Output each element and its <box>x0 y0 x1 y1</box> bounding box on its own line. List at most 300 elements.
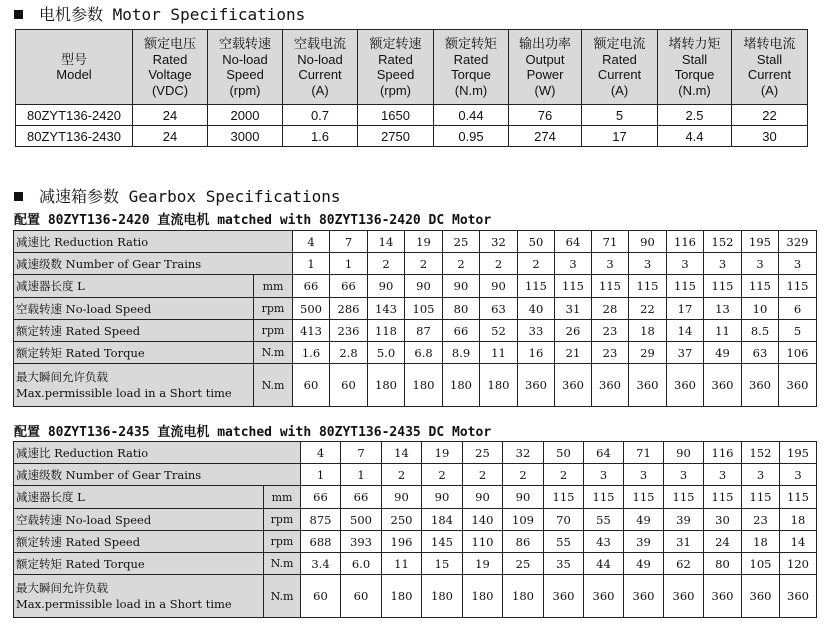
gearbox-label-text: 最大瞬间允许负载 <box>16 581 108 595</box>
gearbox-value-cell: 16 <box>518 342 555 364</box>
motor-header-row <box>16 30 808 105</box>
gearbox-value-cell: 8.9 <box>443 342 480 364</box>
gearbox-row-label <box>14 575 264 618</box>
gearbox-value-cell: 22 <box>629 298 667 320</box>
gearbox-value-cell: 180 <box>480 364 518 407</box>
gearbox-value-cell: 64 <box>584 442 624 464</box>
motor-value-cell: 24 <box>133 126 208 147</box>
gearbox-label-text: 减速器长度 L <box>16 279 85 293</box>
gearbox-value-cell: 49 <box>704 342 742 364</box>
gearbox-value-cell: 17 <box>667 298 704 320</box>
gearbox-value-cell: 62 <box>664 553 704 575</box>
motor-header-line: Rated <box>602 51 637 67</box>
gearbox-value-cell: 115 <box>624 486 664 509</box>
motor-header-cell <box>582 30 658 105</box>
gearbox-value-cell: 3 <box>592 253 629 275</box>
gearbox-value-cell: 3 <box>779 253 817 275</box>
motor-header-cell <box>283 30 358 105</box>
gearbox-value-cell: 2 <box>480 253 518 275</box>
gearbox-value-cell: 195 <box>780 442 817 464</box>
gearbox-value-cell: 115 <box>584 486 624 509</box>
gearbox-label-text: 额定转矩 Rated Torque <box>16 556 145 571</box>
gearbox-value-cell: 90 <box>664 442 704 464</box>
gearbox-value-cell: 360 <box>629 364 667 407</box>
gearbox-value-cell: 5.0 <box>368 342 405 364</box>
gearbox-value-cell: 115 <box>592 275 629 298</box>
motor-header-line: Output <box>525 51 565 67</box>
motor-header-cell <box>358 30 434 105</box>
motor-value-cell: 0.44 <box>434 105 509 126</box>
gearbox-label-text: 额定转速 Rated Speed <box>16 534 141 549</box>
motor-value-cell: 4.4 <box>658 126 732 147</box>
gearbox-row-label <box>14 275 254 298</box>
gearbox-value-cell: 152 <box>704 231 742 253</box>
gearbox-value-cell: 105 <box>742 553 780 575</box>
motor-value-cell: 3000 <box>208 126 283 147</box>
gearbox-value-cell: 1 <box>330 253 368 275</box>
gearbox-value-cell: 6 <box>779 298 817 320</box>
motor-section-title <box>14 2 305 25</box>
gearbox-value-cell: 14 <box>382 442 422 464</box>
gearbox-value-cell: 18 <box>780 509 817 531</box>
gearbox-value-cell: 11 <box>704 320 742 342</box>
gearbox-label-text: 减速级数 Number of Gear Trains <box>16 467 202 482</box>
motor-header-line: 堵转力矩 <box>668 36 721 51</box>
gearbox-value-cell: 360 <box>779 364 817 407</box>
motor-value-cell: 0.7 <box>283 105 358 126</box>
gearbox-row-label <box>14 509 264 531</box>
gearbox-value-cell: 90 <box>405 275 443 298</box>
motor-header-line: (VDC) <box>151 82 189 98</box>
square-bullet-icon <box>14 10 23 19</box>
motor-value-cell: 2.5 <box>658 105 732 126</box>
gearbox-value-cell: 360 <box>518 364 555 407</box>
gearbox-value-cell: 11 <box>382 553 422 575</box>
gearbox-value-cell: 44 <box>584 553 624 575</box>
gearbox-value-cell: 500 <box>341 509 382 531</box>
motor-header-line: (A) <box>311 82 329 98</box>
motor-header-line: No-load <box>297 51 343 67</box>
motor-value-cell: 5 <box>582 105 658 126</box>
gearbox-value-cell: 90 <box>443 275 480 298</box>
gearbox-value-cell: 50 <box>544 442 584 464</box>
gearbox-value-cell: 90 <box>382 486 422 509</box>
gearbox-value-cell: 4 <box>301 442 341 464</box>
gearbox-value-cell: 39 <box>664 509 704 531</box>
motor-header-line: 额定电流 <box>593 36 646 51</box>
gearbox-value-cell: 115 <box>742 275 779 298</box>
gearbox-value-cell: 50 <box>518 231 555 253</box>
gearbox-value-cell: 2 <box>544 464 584 486</box>
gearbox-value-cell: 2 <box>443 253 480 275</box>
gearbox-value-cell: 3 <box>742 464 780 486</box>
gearbox-row <box>14 253 817 275</box>
gearbox-value-cell: 1 <box>301 464 341 486</box>
motor-header-cell <box>509 30 582 105</box>
gearbox-value-cell: 360 <box>667 364 704 407</box>
gearbox-value-cell: 145 <box>422 531 463 553</box>
gearbox-value-cell: 49 <box>624 509 664 531</box>
motor-section-title-text: 电机参数 Motor Specifications <box>39 5 306 24</box>
motor-header-line: (N.m) <box>678 82 711 98</box>
gearbox-value-cell: 33 <box>518 320 555 342</box>
gearbox-label-text-en: Max.permissible load in a Short time <box>16 386 232 400</box>
gearbox-value-cell: 115 <box>704 486 742 509</box>
gearbox-value-cell: 3 <box>780 464 817 486</box>
motor-value-cell: 2750 <box>358 126 434 147</box>
gearbox-row-label <box>14 298 254 320</box>
gearbox-value-cell: 66 <box>443 320 480 342</box>
gearbox-value-cell: 87 <box>405 320 443 342</box>
gearbox-value-cell: 66 <box>341 486 382 509</box>
gearbox-row <box>14 320 817 342</box>
gearbox-value-cell: 152 <box>742 442 780 464</box>
gearbox-value-cell: 180 <box>443 364 480 407</box>
gearbox-value-cell: 115 <box>667 275 704 298</box>
gearbox-value-cell: 86 <box>503 531 544 553</box>
gearbox-unit-cell: mm <box>254 275 293 298</box>
motor-value-cell: 76 <box>509 105 582 126</box>
gearbox-value-cell: 118 <box>368 320 405 342</box>
motor-header-line: No-load <box>222 51 268 67</box>
motor-header-line: 空载电流 <box>293 36 346 51</box>
motor-header-line: Rated <box>378 51 413 67</box>
gearbox-value-cell: 60 <box>341 575 382 618</box>
gearbox-value-cell: 29 <box>629 342 667 364</box>
gearbox-value-cell: 21 <box>555 342 592 364</box>
gearbox-value-cell: 236 <box>330 320 368 342</box>
motor-header-line: Model <box>56 67 92 82</box>
gearbox-row <box>14 364 817 407</box>
gearbox-value-cell: 7 <box>341 442 382 464</box>
gearbox-unit-cell: N.m <box>254 342 293 364</box>
motor-header-cell <box>133 30 208 105</box>
gearbox-value-cell: 66 <box>293 275 330 298</box>
motor-model-cell: 80ZYT136-2430 <box>16 126 133 147</box>
gearbox-value-cell: 2 <box>382 464 422 486</box>
gearbox-unit-cell: rpm <box>254 320 293 342</box>
gearbox-row-label <box>14 442 301 464</box>
gearbox-value-cell: 116 <box>667 231 704 253</box>
gearbox-value-cell: 19 <box>422 442 463 464</box>
gearbox-row <box>14 342 817 364</box>
motor-header-line: Rated <box>152 51 188 67</box>
motor-header-line: Current <box>597 67 642 82</box>
motor-header-line: Speed <box>226 67 264 82</box>
gearbox-row <box>14 298 817 320</box>
gearbox-value-cell: 2 <box>422 464 463 486</box>
gearbox-value-cell: 6.0 <box>341 553 382 575</box>
gearbox-value-cell: 180 <box>368 364 405 407</box>
gearbox-value-cell: 32 <box>480 231 518 253</box>
gearbox-value-cell: 39 <box>624 531 664 553</box>
gearbox-value-cell: 688 <box>301 531 341 553</box>
gearbox-value-cell: 180 <box>463 575 503 618</box>
gearbox-value-cell: 43 <box>584 531 624 553</box>
gearbox-value-cell: 184 <box>422 509 463 531</box>
gearbox-value-cell: 1 <box>293 253 330 275</box>
gearbox-value-cell: 3 <box>629 253 667 275</box>
gearbox-value-cell: 2 <box>463 464 503 486</box>
gearbox-value-cell: 71 <box>592 231 629 253</box>
gearbox-value-cell: 35 <box>544 553 584 575</box>
gearbox-label-text-en: Max.permissible load in a Short time <box>16 597 232 611</box>
gearbox-value-cell: 31 <box>664 531 704 553</box>
gearbox-value-cell: 7 <box>330 231 368 253</box>
gearbox-value-cell: 329 <box>779 231 817 253</box>
gearbox-row <box>14 464 817 486</box>
gearbox-value-cell: 19 <box>463 553 503 575</box>
motor-header-cell <box>16 30 133 105</box>
gearbox-value-cell: 32 <box>503 442 544 464</box>
gearbox-value-cell: 25 <box>443 231 480 253</box>
gearbox-value-cell: 106 <box>779 342 817 364</box>
gearbox-row <box>14 553 817 575</box>
gearbox-value-cell: 360 <box>704 364 742 407</box>
gearbox-value-cell: 115 <box>780 486 817 509</box>
gearbox-value-cell: 4 <box>293 231 330 253</box>
gearbox-value-cell: 195 <box>742 231 779 253</box>
gearbox-value-cell: 66 <box>330 275 368 298</box>
gearbox-value-cell: 13 <box>704 298 742 320</box>
motor-header-cell <box>434 30 509 105</box>
gearbox-value-cell: 90 <box>480 275 518 298</box>
motor-value-cell: 0.95 <box>434 126 509 147</box>
gearbox-label-text: 减速比 Reduction Ratio <box>16 234 149 249</box>
motor-header-line: (rpm) <box>229 82 261 98</box>
gearbox-value-cell: 37 <box>667 342 704 364</box>
motor-header-line: 型号 <box>60 51 87 67</box>
motor-header-line: Speed <box>376 67 415 82</box>
gearbox-value-cell: 180 <box>503 575 544 618</box>
gearbox-unit-cell: N.m <box>264 575 301 618</box>
motor-header-line: 额定转矩 <box>444 36 497 51</box>
gearbox-section-title <box>14 184 341 207</box>
gearbox-value-cell: 500 <box>293 298 330 320</box>
gearbox-row-label <box>14 231 293 253</box>
gearbox-value-cell: 18 <box>742 531 780 553</box>
gearbox-row-label <box>14 253 293 275</box>
gearbox-row <box>14 486 817 509</box>
gearbox-section-title-text: 减速箱参数 Gearbox Specifications <box>39 187 341 206</box>
gearbox-value-cell: 80 <box>704 553 742 575</box>
gearbox-value-cell: 2 <box>405 253 443 275</box>
square-bullet-icon <box>14 192 23 201</box>
motor-header-line: Stall <box>756 51 783 67</box>
motor-row <box>16 105 808 126</box>
gearbox-value-cell: 105 <box>405 298 443 320</box>
gearbox-value-cell: 25 <box>503 553 544 575</box>
gearbox-value-cell: 90 <box>503 486 544 509</box>
motor-value-cell: 17 <box>582 126 658 147</box>
gearbox-label-text: 最大瞬间允许负载 <box>16 370 108 384</box>
gearbox-value-cell: 80 <box>443 298 480 320</box>
motor-header-line: 堵转电流 <box>743 36 796 51</box>
motor-header-line: 额定电压 <box>143 36 196 51</box>
gearbox-value-cell: 14 <box>667 320 704 342</box>
gearbox-row <box>14 575 817 618</box>
gearbox-value-cell: 28 <box>592 298 629 320</box>
motor-header-line: 空载转速 <box>218 36 271 51</box>
gearbox-value-cell: 286 <box>330 298 368 320</box>
gearbox-value-cell: 23 <box>592 320 629 342</box>
gearbox-value-cell: 2.8 <box>330 342 368 364</box>
gearbox-value-cell: 55 <box>584 509 624 531</box>
motor-row <box>16 126 808 147</box>
gearbox-unit-cell: N.m <box>264 553 301 575</box>
gearbox-table-1 <box>13 230 817 407</box>
gearbox-value-cell: 31 <box>555 298 592 320</box>
motor-value-cell: 1.6 <box>283 126 358 147</box>
motor-header-line: Voltage <box>148 67 192 82</box>
motor-header-line: Current <box>747 67 792 82</box>
gearbox-row <box>14 275 817 298</box>
gearbox-value-cell: 15 <box>422 553 463 575</box>
motor-header-cell <box>658 30 732 105</box>
gearbox-label-text: 空载转速 No-load Speed <box>16 512 152 527</box>
gearbox-value-cell: 360 <box>742 575 780 618</box>
gearbox-value-cell: 30 <box>704 509 742 531</box>
gearbox-value-cell: 71 <box>624 442 664 464</box>
gearbox-value-cell: 360 <box>584 575 624 618</box>
gearbox-value-cell: 3 <box>667 253 704 275</box>
gearbox-value-cell: 5 <box>779 320 817 342</box>
motor-spec-table <box>15 29 808 147</box>
gearbox-row <box>14 442 817 464</box>
gearbox-row-label <box>14 486 264 509</box>
gearbox-value-cell: 52 <box>480 320 518 342</box>
gearbox-value-cell: 60 <box>330 364 368 407</box>
gearbox-value-cell: 140 <box>463 509 503 531</box>
gearbox-value-cell: 250 <box>382 509 422 531</box>
gearbox-value-cell: 8.5 <box>742 320 779 342</box>
gearbox-label-text: 减速级数 Number of Gear Trains <box>16 256 202 271</box>
gearbox-value-cell: 2 <box>368 253 405 275</box>
motor-header-line: 额定转速 <box>369 36 422 51</box>
gearbox-label-text: 额定转矩 Rated Torque <box>16 345 145 360</box>
gearbox-value-cell: 23 <box>592 342 629 364</box>
gearbox-value-cell: 110 <box>463 531 503 553</box>
gearbox-label-text: 额定转速 Rated Speed <box>16 323 141 338</box>
gearbox-value-cell: 2 <box>518 253 555 275</box>
gearbox-value-cell: 6.8 <box>405 342 443 364</box>
motor-value-cell: 2000 <box>208 105 283 126</box>
gearbox-value-cell: 90 <box>629 231 667 253</box>
gearbox-value-cell: 63 <box>742 342 779 364</box>
gearbox-value-cell: 143 <box>368 298 405 320</box>
motor-header-cell <box>208 30 283 105</box>
gearbox-value-cell: 14 <box>780 531 817 553</box>
gearbox-value-cell: 413 <box>293 320 330 342</box>
gearbox-value-cell: 26 <box>555 320 592 342</box>
motor-header-line: (W) <box>534 82 556 98</box>
gearbox-value-cell: 11 <box>480 342 518 364</box>
motor-header-line: Power <box>526 67 564 82</box>
motor-model-cell: 80ZYT136-2420 <box>16 105 133 126</box>
gearbox-label-text: 减速器长度 L <box>16 490 85 504</box>
motor-header-line: Rated <box>453 51 489 67</box>
gearbox-value-cell: 196 <box>382 531 422 553</box>
gearbox-table-1-title: 配置 80ZYT136-2420 直流电机 matched with 80ZYT136-2420 DC Motor <box>14 213 492 228</box>
gearbox-value-cell: 116 <box>704 442 742 464</box>
gearbox-value-cell: 23 <box>742 509 780 531</box>
gearbox-value-cell: 360 <box>624 575 664 618</box>
gearbox-value-cell: 115 <box>742 486 780 509</box>
gearbox-label-text: 空载转速 No-load Speed <box>16 301 152 316</box>
gearbox-value-cell: 115 <box>779 275 817 298</box>
motor-header-line: (rpm) <box>379 82 412 98</box>
gearbox-value-cell: 875 <box>301 509 341 531</box>
motor-header-line: Torque <box>674 67 715 82</box>
gearbox-value-cell: 2 <box>503 464 544 486</box>
gearbox-value-cell: 25 <box>463 442 503 464</box>
gearbox-value-cell: 90 <box>422 486 463 509</box>
gearbox-value-cell: 393 <box>341 531 382 553</box>
gearbox-value-cell: 14 <box>368 231 405 253</box>
gearbox-value-cell: 180 <box>382 575 422 618</box>
gearbox-unit-cell: N.m <box>254 364 293 407</box>
gearbox-value-cell: 360 <box>664 575 704 618</box>
gearbox-value-cell: 3 <box>704 253 742 275</box>
gearbox-value-cell: 115 <box>555 275 592 298</box>
gearbox-value-cell: 70 <box>544 509 584 531</box>
gearbox-value-cell: 360 <box>555 364 592 407</box>
gearbox-value-cell: 3 <box>555 253 592 275</box>
gearbox-unit-cell: rpm <box>264 531 301 553</box>
gearbox-value-cell: 90 <box>368 275 405 298</box>
motor-header-line: (N.m) <box>454 82 488 98</box>
motor-header-line: (A) <box>610 82 629 98</box>
gearbox-table-2-title: 配置 80ZYT136-2435 直流电机 matched with 80ZYT136-2435 DC Motor <box>14 425 492 440</box>
gearbox-value-cell: 115 <box>704 275 742 298</box>
gearbox-value-cell: 115 <box>544 486 584 509</box>
gearbox-value-cell: 360 <box>704 575 742 618</box>
gearbox-value-cell: 180 <box>405 364 443 407</box>
gearbox-value-cell: 3 <box>664 464 704 486</box>
gearbox-unit-cell: mm <box>264 486 301 509</box>
gearbox-row-label <box>14 364 254 407</box>
motor-header-line: Current <box>298 67 342 82</box>
motor-header-line: Stall <box>681 51 708 67</box>
gearbox-table-2 <box>13 441 817 618</box>
gearbox-unit-cell: rpm <box>264 509 301 531</box>
motor-value-cell: 30 <box>732 126 808 147</box>
motor-header-cell <box>732 30 808 105</box>
gearbox-value-cell: 109 <box>503 509 544 531</box>
gearbox-value-cell: 3 <box>584 464 624 486</box>
gearbox-row-label <box>14 464 301 486</box>
gearbox-value-cell: 60 <box>293 364 330 407</box>
gearbox-value-cell: 90 <box>463 486 503 509</box>
gearbox-value-cell: 115 <box>664 486 704 509</box>
gearbox-row <box>14 509 817 531</box>
gearbox-value-cell: 40 <box>518 298 555 320</box>
gearbox-value-cell: 3 <box>624 464 664 486</box>
gearbox-value-cell: 115 <box>629 275 667 298</box>
gearbox-value-cell: 180 <box>422 575 463 618</box>
gearbox-row-label <box>14 320 254 342</box>
gearbox-value-cell: 55 <box>544 531 584 553</box>
gearbox-value-cell: 19 <box>405 231 443 253</box>
gearbox-value-cell: 10 <box>742 298 779 320</box>
gearbox-value-cell: 3 <box>742 253 779 275</box>
motor-header-line: Torque <box>451 67 491 82</box>
motor-header-line: (A) <box>760 82 779 98</box>
gearbox-value-cell: 3.4 <box>301 553 341 575</box>
gearbox-row-label <box>14 342 254 364</box>
gearbox-label-text: 减速比 Reduction Ratio <box>16 445 149 460</box>
gearbox-row <box>14 531 817 553</box>
